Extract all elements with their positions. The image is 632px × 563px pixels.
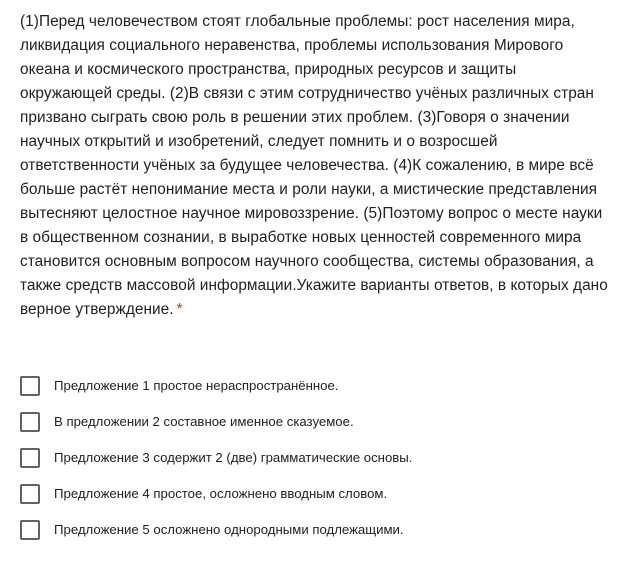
options-list bbox=[20, 368, 612, 548]
checkbox-option-2[interactable] bbox=[20, 412, 40, 432]
option-label-2: В предложении 2 составное именное сказуемое. bbox=[54, 414, 354, 429]
checkbox-option-4[interactable] bbox=[20, 484, 40, 504]
option-label-5: Предложение 5 осложнено однородными подлежащими. bbox=[54, 522, 404, 537]
question-body: (1)Перед человечеством стоят глобальные проблемы: рост населения мира, ликвидация социального неравенства, проблемы использования Мирового океана и космического пространства, природных ресурсов и защиты окружающей среды. (2)В связи с этим сотрудничество учёных различных стран призвано сыграть свою роль в решении этих проблем. (3)Говоря о значении научных открытий и изобретений, следует помнить и о возросшей ответственности учёных за будущее человечества. (4)К сожалению, в мире всё больше растёт непонимание места и роли науки, а мистические представления вытесняют целостное научное мировоззрение. (5)Поэтому вопрос о месте науки в общественном сознании, в выработке новых ценностей современного мира становится основным вопросом научного сообщества, системы образования, а также средств массовой информации.Укажите варианты ответов, в которых дано верное утверждение. bbox=[20, 13, 608, 318]
option-2[interactable] bbox=[20, 404, 612, 440]
option-5[interactable] bbox=[20, 512, 612, 548]
option-label-4: Предложение 4 простое, осложнено вводным словом. bbox=[54, 486, 388, 501]
option-label-1: Предложение 1 простое нераспространённое. bbox=[54, 378, 339, 393]
required-asterisk: * bbox=[176, 301, 183, 318]
question-text bbox=[20, 10, 612, 322]
checkbox-option-5[interactable] bbox=[20, 520, 40, 540]
checkbox-option-1[interactable] bbox=[20, 376, 40, 396]
option-4[interactable] bbox=[20, 476, 612, 512]
option-3[interactable] bbox=[20, 440, 612, 476]
checkbox-option-3[interactable] bbox=[20, 448, 40, 468]
option-1[interactable] bbox=[20, 368, 612, 404]
option-label-3: Предложение 3 содержит 2 (две) грамматические основы. bbox=[54, 450, 413, 465]
